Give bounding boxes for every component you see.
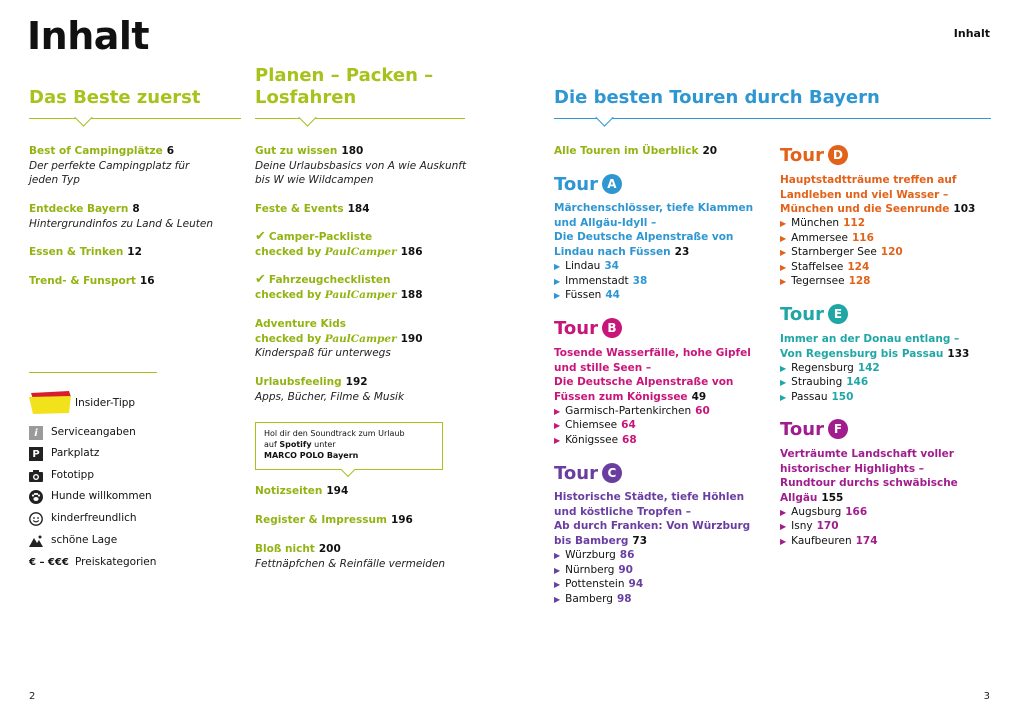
- tour-description[interactable]: [554, 346, 764, 404]
- divider-notch: [595, 108, 613, 126]
- stop-page: 120: [880, 246, 903, 258]
- tour-heading-e: [780, 304, 848, 325]
- toc-entry-page: 16: [139, 275, 155, 287]
- tour-desc-text: Füssen zum Königssee: [554, 390, 688, 403]
- tour-stop[interactable]: [780, 375, 868, 391]
- toc-entry-page: 8: [132, 203, 140, 215]
- tour-stop[interactable]: [780, 390, 853, 406]
- spotify-text: [264, 439, 434, 450]
- stop-name: Isny: [791, 520, 813, 532]
- tour-word: Tour: [554, 463, 598, 484]
- tour-stop[interactable]: [554, 288, 620, 304]
- toc-entry-desc: Der perfekte Campingplatz für: [29, 159, 190, 172]
- stop-name: Garmisch-Partenkirchen: [565, 405, 692, 417]
- tour-page: 155: [821, 491, 844, 504]
- toc-entry-title: Fahrzeugchecklisten: [268, 274, 391, 286]
- toc-entry-page: 12: [127, 246, 142, 258]
- stop-page: 98: [616, 593, 632, 605]
- tour-stop[interactable]: [780, 245, 903, 261]
- tour-desc-line: Märchenschlösser, tiefe Klammen: [554, 202, 754, 214]
- stop-page: 68: [622, 434, 637, 446]
- stop-page: 170: [816, 520, 839, 532]
- section-heading-line: Planen – Packen –: [255, 65, 434, 86]
- stop-page: 60: [695, 405, 710, 417]
- tour-desc-line: Die Deutsche Alpenstraße von: [554, 231, 734, 243]
- arrow-icon: ▶: [780, 364, 787, 373]
- toc-entry-title: Best of Campingplätze: [29, 145, 163, 157]
- stop-name: München: [791, 217, 840, 229]
- tour-stop[interactable]: [554, 418, 636, 434]
- tour-stop[interactable]: [780, 519, 839, 535]
- tour-word: Tour: [780, 145, 824, 166]
- tour-letter-badge: A: [602, 174, 622, 194]
- toc-entry[interactable]: [255, 273, 475, 302]
- arrow-icon: ▶: [780, 263, 787, 272]
- stop-name: Tegernsee: [791, 275, 845, 287]
- tour-desc-line: historischer Highlights –: [780, 462, 924, 475]
- stop-name: Regensburg: [791, 362, 854, 374]
- toc-entry-page: 194: [326, 485, 349, 497]
- stop-page: 44: [605, 289, 620, 301]
- divider-notch: [298, 108, 316, 126]
- arrow-icon: ▶: [554, 436, 561, 445]
- stop-page: 64: [621, 419, 636, 431]
- tour-heading-a: [554, 174, 622, 195]
- camera-icon: [29, 469, 43, 483]
- paulcamper-logo: PaulCamper: [324, 332, 397, 345]
- toc-entry-desc: Kinderspaß für unterwegs: [255, 347, 391, 359]
- stop-name: Ammersee: [791, 232, 848, 244]
- toc-entry-title: Bloß nicht: [255, 543, 315, 555]
- legend-divider: [29, 372, 157, 373]
- tour-desc-line: [780, 347, 990, 362]
- stop-name: Bamberg: [565, 593, 613, 605]
- legend-label: Fototipp: [51, 469, 94, 481]
- tour-description[interactable]: [554, 490, 764, 548]
- toc-entry-page: 184: [347, 203, 370, 215]
- spotify-text: Hol dir den Soundtrack zum Urlaub: [264, 429, 405, 438]
- check-icon: ✔: [255, 272, 266, 287]
- section-heading-planen: [255, 65, 433, 109]
- arrow-icon: ▶: [780, 378, 787, 387]
- tour-stop[interactable]: [554, 259, 619, 275]
- toc-entry-desc: Deine Urlaubsbasics von A wie Auskunft: [255, 159, 467, 172]
- tour-page: 23: [674, 245, 690, 258]
- tour-stop[interactable]: [554, 577, 643, 593]
- tour-letter-badge: E: [828, 304, 848, 324]
- toc-entry-title: Alle Touren im Überblick: [554, 145, 699, 157]
- euro-icon: € – €€€: [29, 557, 69, 568]
- tour-description[interactable]: [780, 447, 990, 505]
- stop-page: 86: [619, 549, 635, 561]
- toc-entry-desc: bis W wie Wildcampen: [255, 174, 374, 186]
- toc-entry-title: Trend- & Funsport: [29, 275, 136, 287]
- page-title: Inhalt: [27, 14, 150, 58]
- tour-stop[interactable]: [554, 592, 632, 608]
- tour-desc-line: Landleben und viel Wasser –: [780, 188, 949, 201]
- toc-entry-page: 180: [341, 145, 364, 157]
- stop-name: Pottenstein: [565, 578, 625, 590]
- tour-desc-line: Ab durch Franken: Von Würzburg: [554, 520, 751, 532]
- spotify-text: auf: [264, 440, 280, 449]
- tour-stop[interactable]: [780, 274, 870, 290]
- tour-desc-line: [780, 491, 990, 506]
- toc-entry-title: Register & Impressum: [255, 514, 387, 526]
- stop-page: 150: [831, 391, 854, 403]
- arrow-icon: ▶: [780, 277, 787, 286]
- stop-name: Immenstadt: [565, 275, 629, 287]
- toc-entry[interactable]: [255, 230, 475, 259]
- tour-desc-text: Lindau nach Füssen: [554, 245, 671, 258]
- tour-desc-text: München und die Seenrunde: [780, 203, 950, 215]
- stop-name: Augsburg: [791, 506, 842, 518]
- tour-desc-text: bis Bamberg: [554, 534, 629, 547]
- toc-entry[interactable]: [255, 317, 475, 361]
- running-head: Inhalt: [953, 27, 990, 40]
- tour-stop[interactable]: [554, 548, 634, 564]
- arrow-icon: ▶: [554, 595, 561, 604]
- legend-label: kinderfreundlich: [51, 512, 137, 524]
- divider: [29, 118, 241, 119]
- tour-desc-line: Hauptstadtträume treffen auf: [780, 174, 957, 186]
- smiley-icon: [29, 512, 43, 526]
- toc-entry-page: 188: [400, 288, 423, 301]
- tour-description[interactable]: [780, 332, 990, 361]
- stop-page: 146: [846, 376, 869, 388]
- page-number-left: 2: [29, 691, 36, 702]
- tour-heading-c: [554, 463, 622, 484]
- tour-desc-line: Die Deutsche Alpenstraße von: [554, 376, 734, 388]
- divider: [255, 118, 465, 119]
- stop-page: 128: [848, 275, 871, 287]
- checked-by-label: checked by: [255, 288, 322, 301]
- tour-stop[interactable]: [554, 433, 637, 449]
- toc-entry-title: Entdecke Bayern: [29, 203, 129, 215]
- toc-entry[interactable]: [255, 202, 475, 217]
- tour-letter-badge: C: [602, 463, 622, 483]
- toc-entry-title: Notizseiten: [255, 485, 323, 497]
- arrow-icon: ▶: [780, 508, 787, 517]
- toc-entry-overview[interactable]: [554, 144, 717, 159]
- stop-page: 38: [632, 275, 648, 287]
- section-heading-touren: Die besten Touren durch Bayern: [554, 87, 880, 108]
- tour-word: Tour: [780, 419, 824, 440]
- toc-entry-desc: Apps, Bücher, Filme & Musik: [255, 390, 405, 403]
- toc-entry[interactable]: [255, 144, 475, 188]
- toc-entry[interactable]: [29, 202, 239, 231]
- tour-desc-line: [780, 202, 990, 217]
- arrow-icon: ▶: [780, 537, 787, 546]
- arrow-icon: ▶: [780, 234, 787, 243]
- toc-entry-page: 200: [318, 543, 341, 555]
- page-number-right: 3: [983, 691, 990, 702]
- legend-label: schöne Lage: [51, 534, 118, 546]
- section-heading-best-of: Das Beste zuerst: [29, 87, 201, 108]
- spotify-soundtrack-box: [255, 422, 443, 470]
- stop-page: 116: [851, 232, 874, 244]
- tour-page: 49: [691, 390, 707, 403]
- tour-description[interactable]: [554, 201, 754, 259]
- tour-word: Tour: [780, 304, 824, 325]
- tour-stop[interactable]: [780, 216, 865, 232]
- parking-icon: P: [29, 447, 43, 461]
- arrow-icon: ▶: [780, 219, 787, 228]
- tour-page: 133: [947, 347, 970, 360]
- spotify-text: unter: [311, 440, 336, 449]
- stop-page: 94: [628, 578, 644, 590]
- tour-letter-badge: D: [828, 145, 848, 165]
- stop-page: 90: [618, 564, 633, 576]
- stop-page: 142: [857, 362, 880, 374]
- tour-desc-line: Tosende Wasserfälle, hohe Gipfel: [554, 347, 751, 359]
- arrow-icon: ▶: [554, 277, 561, 286]
- toc-entry-page: 186: [400, 245, 423, 258]
- checked-by-label: checked by: [255, 332, 322, 345]
- tour-desc-line: [554, 534, 764, 549]
- section-heading-line: Losfahren: [255, 87, 357, 108]
- toc-entry-page: 6: [166, 145, 175, 157]
- arrow-icon: ▶: [554, 580, 561, 589]
- tour-word: Tour: [554, 174, 598, 195]
- toc-entry-title: Camper-Packliste: [268, 231, 373, 243]
- tour-desc-line: und Allgäu-Idyll –: [554, 216, 657, 229]
- stop-name: Kaufbeuren: [791, 535, 852, 547]
- toc-entry-title: Adventure Kids: [255, 318, 347, 330]
- tour-heading-d: [780, 145, 848, 166]
- tour-description[interactable]: [780, 173, 990, 217]
- tour-letter-badge: F: [828, 419, 848, 439]
- tour-desc-text: Allgäu: [780, 491, 818, 504]
- stop-name: Starnberger See: [791, 246, 877, 258]
- arrow-icon: ▶: [780, 248, 787, 257]
- toc-entry[interactable]: [255, 484, 475, 499]
- toc-entry[interactable]: [255, 542, 475, 571]
- mountain-icon: [29, 534, 43, 548]
- spotify-playlist: MARCO POLO Bayern: [264, 451, 359, 460]
- stop-page: 124: [847, 261, 870, 273]
- spotify-name: Spotify: [279, 440, 312, 449]
- info-icon: i: [29, 426, 43, 440]
- tour-desc-line: und stille Seen –: [554, 361, 652, 374]
- toc-entry[interactable]: [29, 245, 239, 260]
- insider-tip-icon: [27, 391, 73, 415]
- toc-entry-page: 20: [702, 145, 718, 157]
- stop-name: Füssen: [565, 289, 602, 301]
- tour-desc-line: Immer an der Donau entlang –: [780, 333, 960, 345]
- stop-name: Passau: [791, 391, 828, 403]
- legend-label: Parkplatz: [51, 447, 100, 459]
- stop-name: Königssee: [565, 434, 619, 446]
- stop-name: Würzburg: [565, 549, 616, 561]
- legend-label: Insider-Tipp: [75, 397, 136, 409]
- tour-page: 73: [632, 534, 648, 547]
- tour-heading-f: [780, 419, 848, 440]
- toc-entry-title: Gut zu wissen: [255, 145, 338, 157]
- stop-page: 166: [845, 506, 868, 518]
- tour-desc-line: [554, 245, 754, 260]
- toc-entry-title: Essen & Trinken: [29, 246, 124, 258]
- toc-entry-title: Feste & Events: [255, 203, 344, 215]
- toc-entry[interactable]: [255, 513, 475, 528]
- stop-page: 174: [855, 535, 878, 547]
- toc-entry-title: Urlaubsfeeling: [255, 376, 342, 388]
- legend-label: Preiskategorien: [75, 556, 157, 568]
- paw-icon: [29, 490, 43, 504]
- tour-stop[interactable]: [780, 534, 878, 550]
- toc-entry-desc: Fettnäpfchen & Reinfälle vermeiden: [255, 557, 446, 570]
- divider: [554, 118, 991, 119]
- stop-page: 112: [843, 217, 865, 229]
- toc-entry-desc: Hintergrundinfos zu Land & Leuten: [29, 217, 213, 230]
- arrow-icon: ▶: [554, 421, 561, 430]
- arrow-icon: ▶: [554, 551, 561, 560]
- stop-name: Nürnberg: [565, 564, 615, 576]
- divider-notch: [74, 108, 92, 126]
- tour-desc-line: Rundtour durchs schwäbische: [780, 477, 958, 489]
- toc-entry[interactable]: [29, 274, 239, 289]
- arrow-icon: ▶: [554, 566, 561, 575]
- tour-desc-line: [554, 390, 764, 405]
- paulcamper-logo: PaulCamper: [324, 245, 397, 258]
- tour-desc-line: Historische Städte, tiefe Höhlen: [554, 491, 745, 503]
- stop-name: Chiemsee: [565, 419, 618, 431]
- toc-entry-page: 190: [400, 332, 423, 345]
- tour-heading-b: [554, 318, 622, 339]
- check-icon: ✔: [255, 229, 266, 244]
- arrow-icon: ▶: [554, 291, 561, 300]
- tour-page: 103: [953, 203, 976, 215]
- tour-word: Tour: [554, 318, 598, 339]
- tour-desc-line: Verträumte Landschaft voller: [780, 448, 954, 460]
- toc-entry-page: 196: [390, 514, 413, 526]
- stop-page: 34: [604, 260, 619, 272]
- legend-item: [29, 556, 157, 568]
- stop-name: Straubing: [791, 376, 843, 388]
- arrow-icon: ▶: [554, 407, 561, 416]
- arrow-icon: ▶: [780, 522, 787, 531]
- legend-label: Serviceangaben: [51, 426, 136, 438]
- arrow-icon: ▶: [780, 393, 787, 402]
- paulcamper-logo: PaulCamper: [324, 288, 397, 301]
- toc-entry[interactable]: [29, 144, 239, 188]
- tour-desc-line: und köstliche Tropfen –: [554, 505, 691, 518]
- arrow-icon: ▶: [554, 262, 561, 271]
- tour-desc-text: Von Regensburg bis Passau: [780, 347, 944, 360]
- toc-entry-page: 192: [345, 376, 368, 388]
- toc-entry[interactable]: [255, 375, 475, 404]
- stop-name: Lindau: [565, 260, 601, 272]
- checked-by-label: checked by: [255, 245, 322, 258]
- toc-entry-desc: jeden Typ: [29, 174, 80, 186]
- legend-label: Hunde willkommen: [51, 490, 152, 502]
- stop-name: Staffelsee: [791, 261, 844, 273]
- tour-letter-badge: B: [602, 318, 622, 338]
